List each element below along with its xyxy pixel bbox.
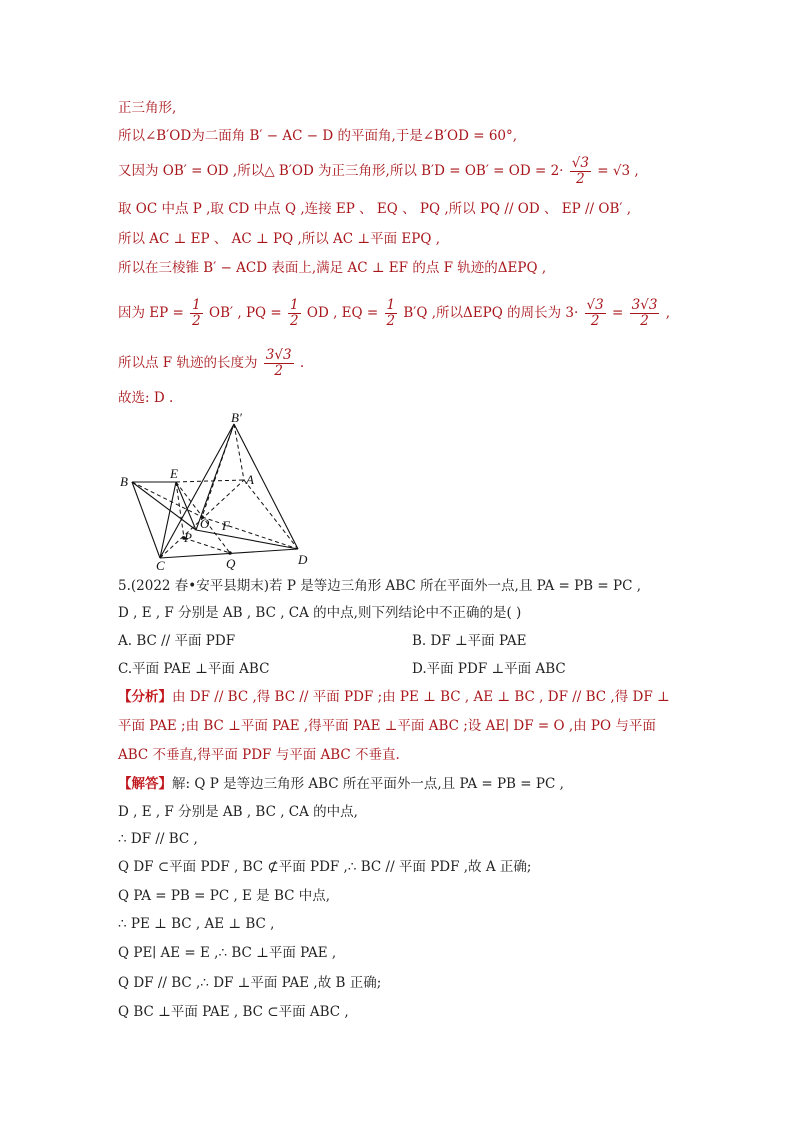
answer-line-1: 【解答】解: Q P 是等边三角形 ABC 所在平面外一点,且 PA = PB = PC , — [118, 776, 564, 792]
label-Q: Q — [226, 556, 236, 571]
option-b: B. DF ⊥平面 PAE — [412, 633, 527, 649]
label-O: O — [200, 516, 210, 531]
question-stem-1: 5.(2022 春•安平县期末)若 P 是等边三角形 ABC 所在平面外一点,且 PA = PB = PC , — [118, 578, 641, 594]
fraction-answer-length: $\frac{3√3}{2}$ — [265, 347, 292, 379]
solution-line-7: 因为 EP = $\frac{1}{2}$ OB′ , PQ = $\frac{1}{2}$ OD , EQ = $\frac{1}{2}$ B′Q ,所以ΔEPQ 的周长为 3· $\frac{√3}{2}$ = $\frac{3√3}{2}$ , — [118, 297, 671, 329]
edge-EC — [160, 482, 176, 558]
answer-line-9: Q BC ⊥平面 PAE , BC ⊂平面 ABC , — [118, 1004, 349, 1020]
answer-line-7: Q PE∣ AE = E ,∴ BC ⊥平面 PAE , — [118, 945, 337, 961]
solution-line-5: 所以 AC ⊥ EP 、 AC ⊥ PQ ,所以 AC ⊥平面 EPQ , — [118, 231, 440, 247]
fraction-3sqrt3-over-2: $\frac{3√3}{2}$ — [631, 297, 658, 329]
edge-EA — [176, 480, 244, 482]
edge-BpD — [234, 424, 298, 549]
edge-FD — [196, 530, 298, 549]
solution-line-4: 取 OC 中点 P ,取 CD 中点 Q ,连接 EP 、 EQ 、 PQ ,所以 PQ // OD 、 EP // OB′ , — [118, 201, 632, 217]
analysis-tag: 【分析】 — [118, 689, 172, 705]
fraction-half-2: $\frac{1}{2}$ — [290, 297, 299, 329]
solution-choice: 故选: D . — [118, 390, 174, 406]
edge-AD — [244, 480, 298, 549]
option-a: A. BC // 平面 PDF — [118, 633, 236, 649]
label-B: B — [120, 474, 128, 489]
label-C: C — [156, 558, 165, 572]
answer-line-8: Q DF // BC ,∴ DF ⊥平面 PAE ,故 B 正确; — [118, 975, 382, 991]
option-d: D.平面 PDF ⊥平面 ABC — [412, 661, 566, 677]
answer-line-2: D , E , F 分别是 AB , BC , CA 的中点, — [118, 804, 358, 820]
solution-line-3: 又因为 OB′ = OD ,所以△ B′OD 为正三角形,所以 B′D = OB′ = OD = 2· $\frac{√3}{2}$ = √3 , — [118, 155, 639, 187]
answer-tag: 【解答】 — [118, 776, 172, 792]
geometry-figure — [112, 412, 320, 572]
edge-BpO — [202, 424, 234, 517]
edge-BpA — [234, 424, 244, 480]
solution-line-8: 所以点 F 轨迹的长度为 $\frac{3√3}{2}$ . — [118, 347, 305, 379]
edge-BC — [132, 482, 160, 558]
point-Q — [228, 551, 232, 555]
label-D: D — [298, 552, 308, 567]
fraction-sqrt3-over-2: $\frac{√3}{2}$ — [571, 155, 589, 187]
label-E: E — [170, 466, 178, 481]
label-A: A — [246, 472, 254, 487]
solution-line-1: 正三角形, — [118, 100, 177, 116]
fraction-half-1: $\frac{1}{2}$ — [192, 297, 201, 329]
label-P: P — [184, 530, 192, 545]
answer-line-3: ∴ DF // BC , — [118, 831, 198, 847]
analysis-line-1: 【分析】由 DF // BC ,得 BC // 平面 PDF ;由 PE ⊥ BC , AE ⊥ BC , DF // BC ,得 DF ⊥ — [118, 689, 670, 705]
answer-line-5: Q PA = PB = PC , E 是 BC 中点, — [118, 888, 331, 904]
solution-line-6: 所以在三棱锥 B′ − ACD 表面上,满足 AC ⊥ EF 的点 F 轨迹的ΔEPQ , — [118, 260, 547, 276]
option-c: C.平面 PAE ⊥平面 ABC — [118, 661, 270, 677]
question-stem-2: D , E , F 分别是 AB , BC , CA 的中点,则下列结论中不正确的是( ) — [118, 605, 522, 621]
edge-CBp — [160, 424, 234, 558]
fraction-half-3: $\frac{1}{2}$ — [386, 297, 396, 329]
answer-line-4: Q DF ⊂平面 PDF , BC ⊄平面 PDF ,∴ BC // 平面 PDF ,故 A 正确; — [118, 859, 532, 875]
analysis-line-3: ABC 不垂直,得平面 PDF 与平面 ABC 不垂直. — [118, 747, 400, 763]
analysis-line-2: 平面 PAE ;由 BC ⊥平面 PAE ,得平面 PAE ⊥平面 ABC ;设 AE∣ DF = O ,由 PO 与平面 — [118, 718, 656, 734]
fraction-sqrt3-over-2-b: $\frac{√3}{2}$ — [586, 297, 604, 329]
label-Bprime: B′ — [231, 412, 242, 425]
answer-line-6: ∴ PE ⊥ BC , AE ⊥ BC , — [118, 916, 275, 932]
solution-line-2: 所以∠B′OD为二面角 B′ − AC − D 的平面角,于是∠B′OD = 60°, — [118, 128, 518, 144]
label-F: F — [222, 518, 230, 533]
